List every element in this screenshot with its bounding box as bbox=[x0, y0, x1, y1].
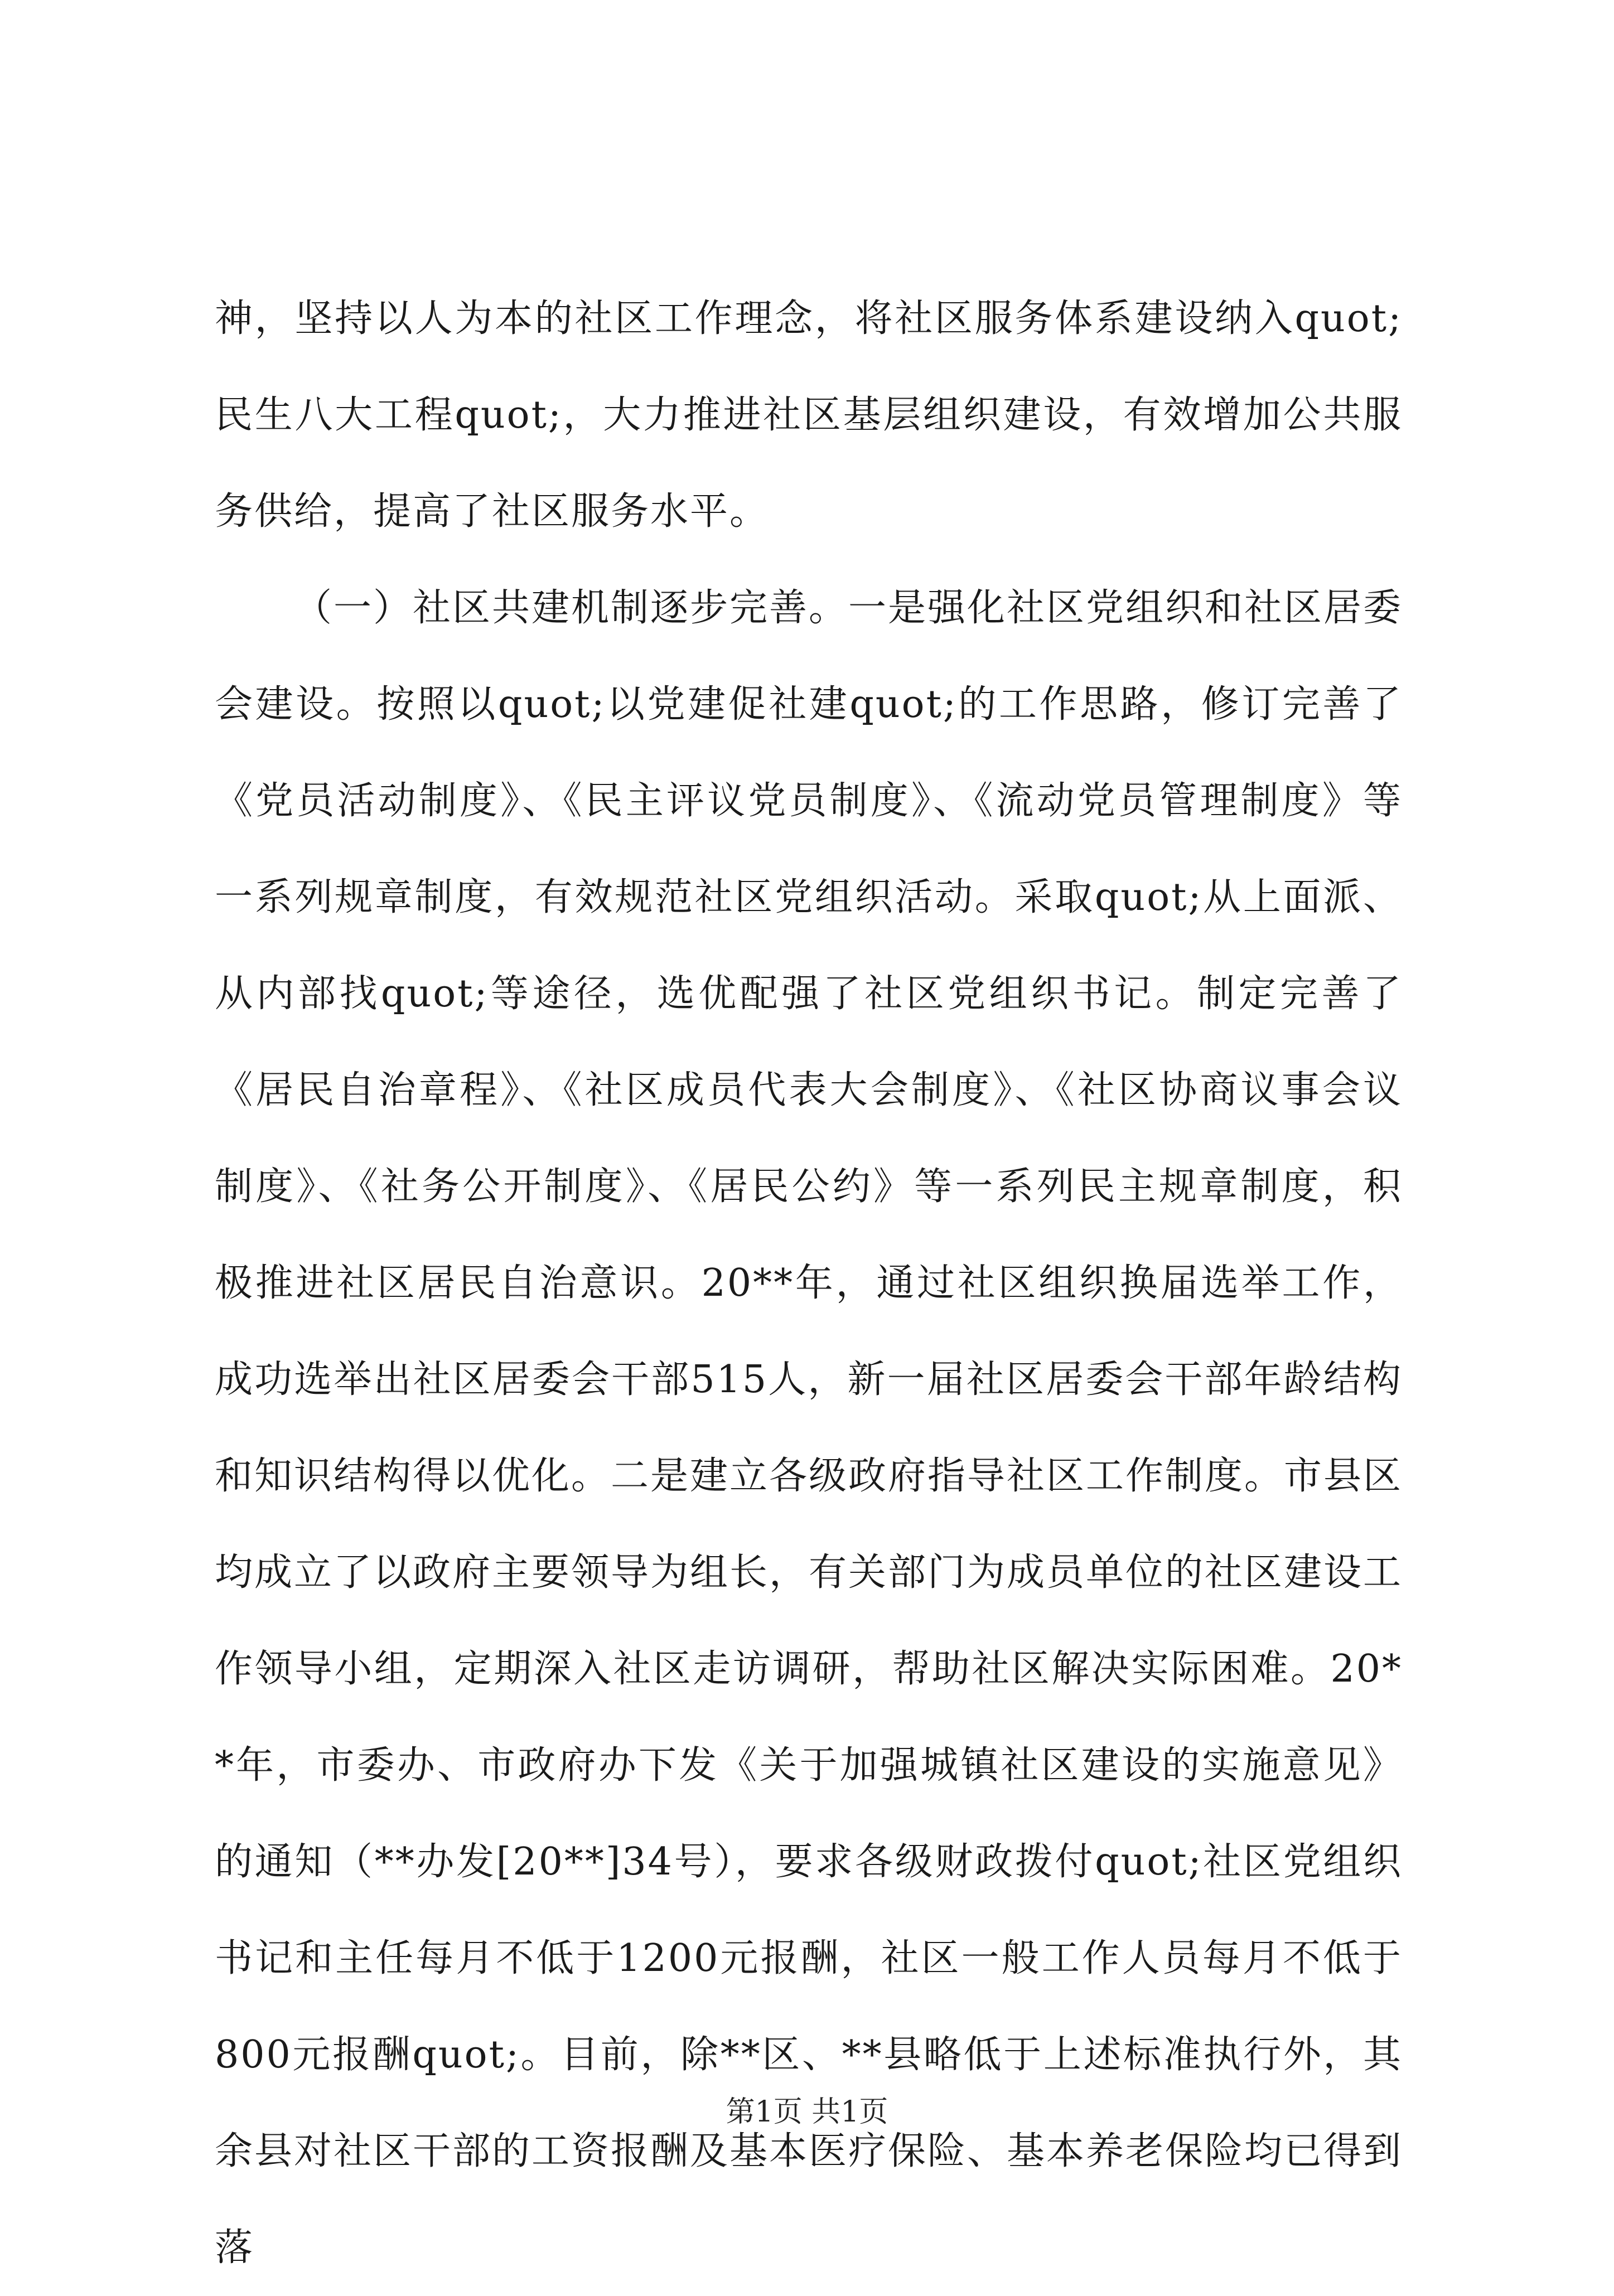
body-paragraph-1: 神，坚持以人为本的社区工作理念，将社区服务体系建设纳入quot;民生八大工程quot;，大力推进社区基层组织建设，有效增加公共服务供给，提高了社区服务水平。 bbox=[215, 297, 1403, 534]
page-footer: 第1页 共1页 bbox=[726, 2095, 888, 2129]
body-paragraph-2: （一）社区共建机制逐步完善。一是强化社区党组织和社区居委会建设。按照以quot;以党建促社建quot;的工作思路，修订完善了《党员活动制度》、《民主评议党员制度》、《流动党员管理制度》等一系列规章制度，有效规范社区党组织活动。采取quot;从上面派、从内部找quot;等途径，选优配强了社区党组织书记。制定完善了《居民自治章程》、《社区成员代表大会制度》、《社区协商议事会议制度》、《社务公开制度》、《居民公约》等一系列民主规章制度，积极推进社区居民自治意识。20**年，通过社区组织换届选举工作，成功选举出社区居委会干部515人，新一届社区居委会干部年龄结构和知识结构得以优化。二是建立各级政府指导社区工作制度。市县区均成立了以政府主要领导为组长，有关部门为成员单位的社区建设工作领导小组，定期深入社区走访调研，帮助社区解决实际困难。20**年，市委办、市政府办下发《关于加强城镇社区建设的实施意见》的通知（**办发[20**]34号），要求各级财政拨付quot;社区党组织书记和主任每月不低于1200元报酬，社区一般工作人员每月不低于800元报酬quot;。目前，除**区、**县略低于上述标准执行外，其余县对社区干部的工资报酬及基本医疗保险、基本养老保险均已得到落 bbox=[215, 586, 1403, 2270]
document-body bbox=[215, 270, 1403, 2296]
